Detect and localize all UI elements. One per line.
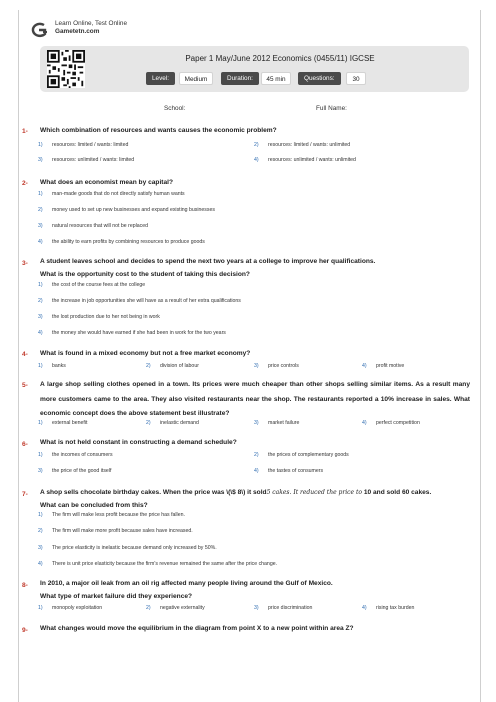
option-3[interactable]: 3) resources: unlimited / wants: limited: [38, 157, 135, 163]
duration-label: Duration:: [221, 72, 259, 85]
option-2[interactable]: 2) the increase in job opportunities she will have as a result of her extra qualifications: [38, 298, 241, 304]
question-text: A large shop selling clothes opened in a town. Its prices were much cheaper than other shops selling similar items. As a result many more customers came to the area. They also visited restaurants near the shop. The restaurants reported a 10% increase in sales. What economic concept does the above statement best illustrate?: [40, 381, 470, 417]
question-number: 3-: [22, 260, 28, 267]
option-1[interactable]: 1) resources: limited / wants: limited: [38, 142, 129, 148]
question-number: 8-: [22, 582, 28, 589]
option-3[interactable]: 3) The price elasticity is inelastic because demand only increased by 50%.: [38, 545, 217, 551]
option-4[interactable]: 4) the money she would have earned if she had been in work for the two years: [38, 330, 226, 336]
option-2[interactable]: 2) division of labour: [146, 363, 199, 369]
question-text: A shop sells chocolate birthday cakes. When the price was \(\$ 8\) it sold5 cakes. It reduced the price to 10 and sold 60 cakes.: [40, 489, 432, 496]
question-text: Which combination of resources and wants causes the economic problem?: [40, 127, 277, 134]
gametetn-logo-icon: [30, 22, 50, 38]
option-1[interactable]: 1) man-made goods that do not directly satisfy human wants: [38, 191, 185, 197]
option-4[interactable]: 4) resources: unlimited / wants: unlimited: [254, 157, 356, 163]
option-3[interactable]: 3) natural resources that will not be replaced: [38, 223, 149, 229]
duration-value: 45 min: [261, 72, 291, 85]
option-4[interactable]: 4) rising tax burden: [362, 605, 415, 611]
question-subtext: What type of market failure did they experience?: [40, 593, 193, 600]
option-1[interactable]: 1) banks: [38, 363, 66, 369]
question-subtext: What can be concluded from this?: [40, 502, 148, 509]
question-number: 4-: [22, 351, 28, 358]
site-link[interactable]: Gametetn.com: [55, 28, 100, 35]
question-text: A student leaves school and decides to spend the next two years at a college to improve her qualifications.: [40, 258, 376, 265]
option-1[interactable]: 1) the cost of the course fees at the college: [38, 282, 146, 288]
option-4[interactable]: 4) There is unit price elasticity because the firm's revenue remained the same after the price change.: [38, 561, 278, 567]
exam-header-panel: [40, 46, 469, 92]
question-text: In 2010, a major oil leak from an oil rig affected many people living around the Gulf of Mexico.: [40, 580, 333, 587]
option-2[interactable]: 2) money used to set up new businesses and expand existing businesses: [38, 207, 215, 213]
option-2[interactable]: 2) inelastic demand: [146, 420, 199, 426]
option-1[interactable]: 1) The firm will make less profit because the price has fallen.: [38, 512, 185, 518]
option-2[interactable]: 2) The firm will make more profit because sales have increased.: [38, 528, 193, 534]
paper-title: Paper 1 May/June 2012 Economics (0455/11) IGCSE: [185, 54, 375, 63]
questions-label: Questions:: [298, 72, 341, 85]
question-subtext: What is the opportunity cost to the student of taking this decision?: [40, 271, 250, 278]
option-3[interactable]: 3) the lost production due to her not being in work: [38, 314, 160, 320]
full-name-field[interactable]: Full Name:: [316, 105, 347, 112]
level-value: Medium: [179, 72, 213, 85]
question-text: What changes would move the equilibrium in the diagram from point X to a new point within area Z?: [40, 625, 354, 632]
level-label: Level:: [146, 72, 175, 85]
option-1[interactable]: 1) the incomes of consumers: [38, 452, 113, 458]
question-number: 1-: [22, 128, 28, 135]
question-number: 2-: [22, 180, 28, 187]
question-number: 7-: [22, 491, 28, 498]
question-number: 9-: [22, 627, 28, 634]
school-field[interactable]: School:: [164, 105, 186, 112]
question-text: What does an economist mean by capital?: [40, 179, 174, 186]
option-1[interactable]: 1) external benefit: [38, 420, 88, 426]
option-4[interactable]: 4) perfect competition: [362, 420, 420, 426]
question-number: 5-: [22, 382, 28, 389]
option-3[interactable]: 3) price controls: [254, 363, 299, 369]
question-number: 6-: [22, 441, 28, 448]
questions-value: 30: [346, 72, 366, 85]
option-2[interactable]: 2) negative externality: [146, 605, 205, 611]
option-2[interactable]: 2) resources: limited / wants: unlimited: [254, 142, 351, 148]
option-4[interactable]: 4) profit motive: [362, 363, 405, 369]
option-4[interactable]: 4) the ability to earn profits by combining resources to produce goods: [38, 239, 205, 245]
option-3[interactable]: 3) the price of the good itself: [38, 468, 112, 474]
option-2[interactable]: 2) the prices of complementary goods: [254, 452, 349, 458]
tagline-text: Learn Online, Test Online: [55, 20, 127, 27]
qr-code-icon: [47, 50, 85, 88]
option-3[interactable]: 3) market failure: [254, 420, 300, 426]
option-4[interactable]: 4) the tastes of consumers: [254, 468, 324, 474]
option-3[interactable]: 3) price discrimination: [254, 605, 313, 611]
question-text: What is found in a mixed economy but not a free market economy?: [40, 350, 251, 357]
site-tagline: [55, 20, 127, 36]
option-1[interactable]: 1) monopoly exploitation: [38, 605, 103, 611]
question-text: What is not held constant in constructing a demand schedule?: [40, 439, 237, 446]
